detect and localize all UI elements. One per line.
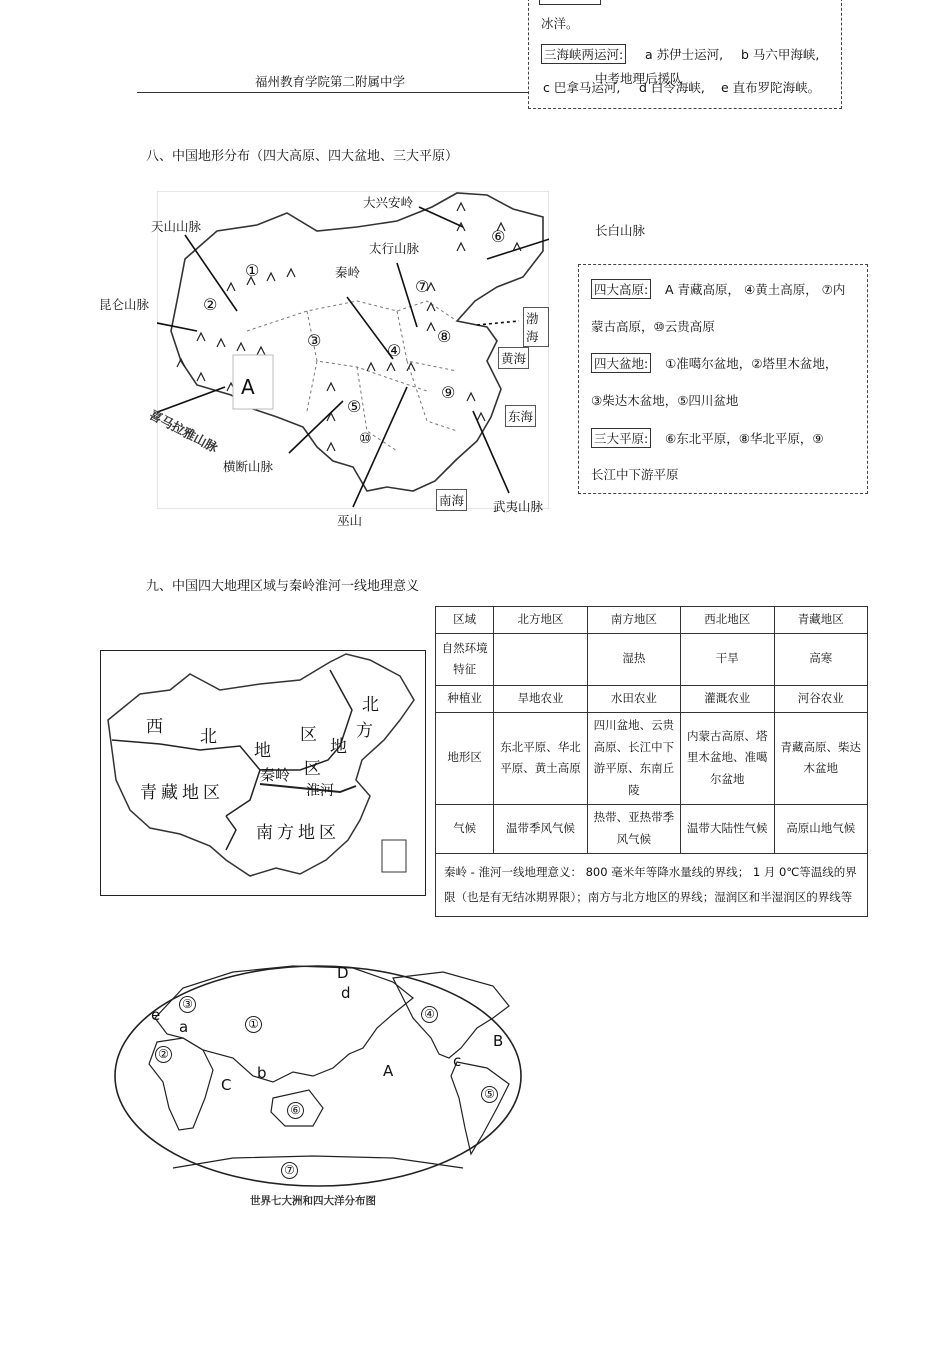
world-num-1: ① xyxy=(245,1016,262,1033)
region-fang: 方 xyxy=(356,721,373,741)
label-himalaya: 喜马拉雅山脉 xyxy=(147,406,221,456)
table-row xyxy=(436,633,868,685)
world-B: B xyxy=(493,1032,504,1050)
table-cell: 青藏高原、柴达木盆地 xyxy=(774,712,867,804)
china-regions-map xyxy=(100,650,426,896)
world-num-2: ② xyxy=(155,1046,172,1063)
world-d: d xyxy=(341,984,351,1002)
num-1: ① xyxy=(245,261,260,280)
world-num-7: ⑦ xyxy=(281,1162,298,1179)
world-e: e xyxy=(151,1006,161,1024)
plains-title: 三大平原: xyxy=(591,428,651,448)
qinling-huaihe-note: 秦岭 - 淮河一线地理意义： 800 毫米年等降水量线的界线； 1 月 0℃等温线的界限（也是有无结冰期界限）；南方与北方地区的界线；湿润区和半湿润区的界线等 xyxy=(436,853,868,917)
table-note-row xyxy=(436,853,868,917)
label-hengduan: 横断山脉 xyxy=(223,459,274,474)
world-num-5: ⑤ xyxy=(481,1086,498,1103)
table-cell: 气候 xyxy=(436,805,494,854)
table-header-row xyxy=(436,607,868,634)
school-name: 福州教育学院第二附属中学 xyxy=(255,74,406,89)
sea-nanhai: 南海 xyxy=(436,489,467,511)
world-map-svg xyxy=(113,958,523,1188)
region-bei2: 北 xyxy=(362,695,379,715)
straits-canals-box xyxy=(528,0,842,109)
region-qu1: 区 xyxy=(300,725,317,745)
table-cell: 旱地农业 xyxy=(494,685,587,712)
plains-line-1: ⑥东北平原，⑧华北平原，⑨ xyxy=(665,431,824,446)
map-qinling: 秦岭 xyxy=(260,766,291,784)
table-cell: 温带季风气候 xyxy=(494,805,587,854)
plateaus-title: 四大高原: xyxy=(591,279,651,299)
basins-line-1: ①准噶尔盆地，②塔里木盆地， xyxy=(665,356,838,371)
world-a: a xyxy=(179,1018,189,1036)
world-b: b xyxy=(257,1064,267,1082)
table-cell: 高原山地气候 xyxy=(774,805,867,854)
world-A: A xyxy=(383,1062,394,1080)
world-num-6: ⑥ xyxy=(287,1102,304,1119)
table-row xyxy=(436,712,868,804)
table-cell: 东北平原、华北平原、黄土高原 xyxy=(494,712,587,804)
num-8: ⑧ xyxy=(437,327,452,346)
world-map xyxy=(113,958,523,1188)
sea-bohai: 渤海 xyxy=(523,307,549,347)
table-cell: 水田农业 xyxy=(587,685,680,712)
label-wushan: 巫山 xyxy=(337,513,363,528)
table-row xyxy=(436,805,868,854)
table-cell: 热带、亚热带季风气候 xyxy=(587,805,680,854)
world-C: C xyxy=(221,1076,232,1094)
world-num-4: ④ xyxy=(421,1006,438,1023)
num-3: ③ xyxy=(307,331,322,350)
region-di2: 地 xyxy=(330,737,347,757)
table-header-cell: 西北地区 xyxy=(681,607,774,634)
basins-line-2: ③柴达木盆地，⑤四川盆地 xyxy=(591,393,739,408)
header-rule xyxy=(137,92,529,93)
num-7: ⑦ xyxy=(415,277,430,296)
plateaus-line-1: A 青藏高原， ④黄土高原， ⑦内 xyxy=(665,282,846,297)
table-cell: 内蒙古高原、塔里木盆地、准噶尔盆地 xyxy=(681,712,774,804)
item-d: d 白令海峡, xyxy=(639,80,705,95)
label-A: A xyxy=(241,375,255,399)
china-relief-map xyxy=(99,191,549,528)
label-taihang: 太行山脉 xyxy=(369,241,420,256)
item-a: a 苏伊士运河, xyxy=(645,47,724,62)
item-b: b 马六甲海峡, xyxy=(741,47,820,62)
landform-summary-box xyxy=(578,264,868,494)
overlay-text: 中考地理后援队 xyxy=(595,71,683,86)
world-map-caption: 世界七大洲和四大洋分布图 xyxy=(250,1195,376,1207)
plateaus-line-2: 蒙古高原，⑩云贵高原 xyxy=(591,319,715,334)
table-cell: 地形区 xyxy=(436,712,494,804)
table-cell: 四川盆地、云贵高原、长江中下游平原、东南丘陵 xyxy=(587,712,680,804)
plains-line-2: 长江中下游平原 xyxy=(591,467,679,482)
label-wuyi: 武夷山脉 xyxy=(493,499,544,514)
world-c: c xyxy=(453,1052,462,1070)
region-xi: 西 xyxy=(146,717,163,737)
table-header-cell: 区域 xyxy=(436,607,494,634)
label-qinling: 秦岭 xyxy=(335,265,361,280)
table-header-cell: 南方地区 xyxy=(587,607,680,634)
basins-title: 四大盆地: xyxy=(591,353,651,373)
world-D: D xyxy=(337,964,349,982)
table-cell: 高寒 xyxy=(774,633,867,685)
num-9: ⑨ xyxy=(441,383,456,402)
num-4: ④ xyxy=(387,341,402,360)
num-5: ⑤ xyxy=(347,397,362,416)
label-daxinganling: 大兴安岭 xyxy=(363,195,414,210)
region-qingzang: 青藏地区 xyxy=(140,783,224,803)
num-10: ⑩ xyxy=(359,431,372,447)
section-8-title: 八、中国地形分布（四大高原、四大盆地、三大平原） xyxy=(146,149,459,164)
region-qu2: 区 xyxy=(304,759,321,779)
item-e: e 直布罗陀海峡。 xyxy=(721,80,821,95)
map-huaihe: 淮河 xyxy=(306,783,334,799)
table-header-cell: 北方地区 xyxy=(494,607,587,634)
sea-donghai: 东海 xyxy=(505,405,536,427)
ocean-tail: 冰洋。 xyxy=(541,16,579,31)
region-di: 地 xyxy=(254,741,271,761)
table-cell: 湿热 xyxy=(587,633,680,685)
region-nanfang: 南方地区 xyxy=(256,823,340,843)
label-tianshan: 天山山脉 xyxy=(151,219,202,234)
table-cell: 干旱 xyxy=(681,633,774,685)
table-cell: 灌溉农业 xyxy=(681,685,774,712)
num-6: ⑥ xyxy=(491,227,506,246)
region-bei: 北 xyxy=(200,727,217,747)
table-cell: 温带大陆性气候 xyxy=(681,805,774,854)
table-cell: 种植业 xyxy=(436,685,494,712)
table-cell: 自然环境特征 xyxy=(436,633,494,685)
table-cell xyxy=(494,633,587,685)
world-num-3: ③ xyxy=(179,996,196,1013)
label-changbaishan: 长白山脉 xyxy=(595,223,646,238)
num-2: ② xyxy=(203,295,218,314)
box-tab xyxy=(539,0,601,5)
label-kunlun: 昆仑山脉 xyxy=(99,297,150,312)
item-c: c 巴拿马运河, xyxy=(543,80,621,95)
table-row xyxy=(436,685,868,712)
sea-huanghai: 黄海 xyxy=(498,347,529,369)
straits-title: 三海峡两运河: xyxy=(541,44,626,64)
regions-table xyxy=(435,606,868,917)
section-9-title: 九、中国四大地理区域与秦岭淮河一线地理意义 xyxy=(146,579,420,594)
table-header-cell: 青藏地区 xyxy=(774,607,867,634)
table-cell: 河谷农业 xyxy=(774,685,867,712)
